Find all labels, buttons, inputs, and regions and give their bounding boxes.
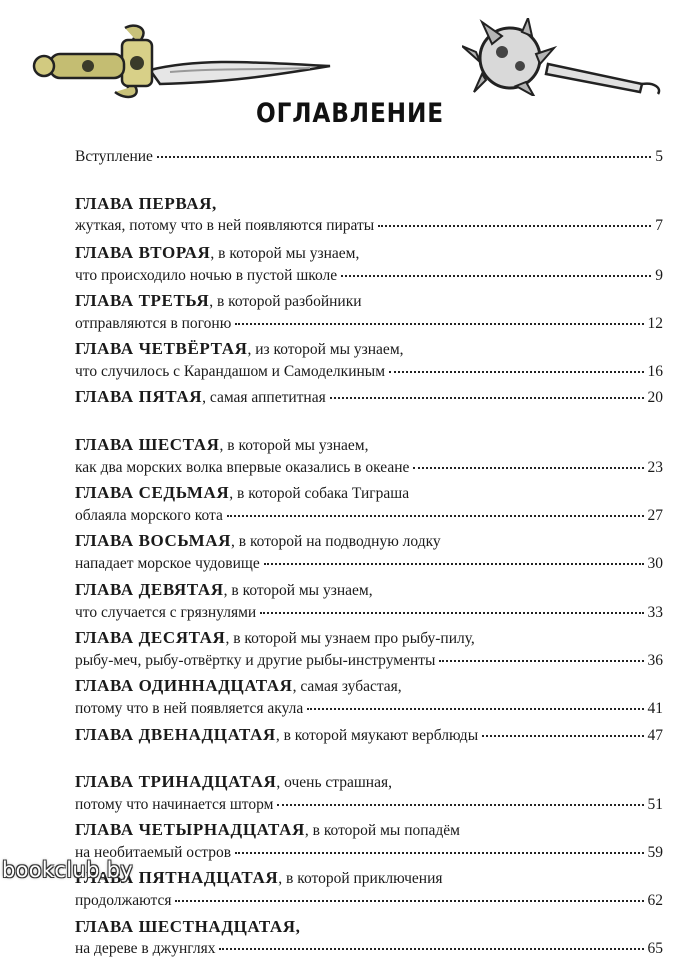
toc-entry-second-line: [75, 938, 663, 960]
dot-leader: [389, 371, 643, 373]
toc-entry-first-line: [75, 338, 663, 361]
dot-leader: [157, 156, 651, 158]
chapter-description: , в которой приключения: [278, 870, 443, 888]
dot-leader: [235, 323, 643, 325]
page-number: 23: [647, 458, 663, 476]
page-number: 27: [647, 507, 663, 525]
toc-entry-first-line: [75, 724, 663, 747]
page-number: 20: [647, 389, 663, 407]
toc-entry-second-line: [75, 553, 663, 575]
toc-entry: [75, 627, 663, 675]
chapter-description: что случается с грязнулями: [75, 603, 257, 621]
chapter-description: как два морских волка впервые оказались в океане: [75, 458, 410, 476]
page-number: 41: [647, 700, 663, 718]
toc-entry: [75, 146, 663, 193]
chapter-title: ГЛАВА ТРЕТЬЯ: [75, 290, 210, 310]
dot-leader: [227, 515, 644, 517]
chapter-description: на необитаемый остров: [75, 844, 232, 862]
chapter-description: , в которой собака Тиграша: [229, 485, 410, 503]
chapter-description: , в которой разбойники: [209, 292, 362, 310]
chapter-title: ГЛАВА ДВЕНАДЦАТАЯ: [75, 724, 276, 744]
chapter-description: , в которой мы попадём: [304, 822, 460, 840]
toc-entry-first-line: [75, 819, 663, 842]
toc-entry: [75, 771, 663, 819]
chapter-description: , очень страшная,: [276, 773, 392, 791]
chapter-title: ГЛАВА ПЯТНАДЦАТАЯ: [75, 868, 279, 888]
chapter-description: , в которой мы узнаем,: [210, 244, 360, 262]
chapter-title: ГЛАВА СЕДЬМАЯ: [75, 483, 230, 503]
chapter-description: Вступление: [75, 148, 153, 165]
toc-entry-first-line: [75, 290, 663, 313]
toc-entry: [75, 290, 663, 338]
page-number: 51: [647, 795, 663, 813]
chapter-title: ГЛАВА ВОСЬМАЯ: [75, 531, 231, 551]
page-number: 5: [655, 148, 663, 165]
toc-entry-first-line: [75, 434, 663, 457]
chapter-title: ГЛАВА ШЕСТНАДЦАТАЯ,: [75, 916, 301, 936]
page-number: 47: [647, 726, 663, 744]
dot-leader: [219, 948, 643, 950]
toc-entry: [75, 482, 663, 530]
toc-entry: [75, 916, 663, 964]
chapter-description: , самая аппетитная: [202, 389, 326, 407]
toc-entry-first-line: [75, 579, 663, 602]
dot-leader: [235, 852, 643, 854]
chapter-description: , в которой мы узнаем,: [219, 436, 369, 454]
toc-entry-second-line: [75, 265, 663, 287]
toc-entry-second-line: [75, 361, 663, 383]
page-number: 36: [647, 651, 663, 669]
toc-entry-second-line: [75, 313, 663, 335]
dot-leader: [260, 612, 643, 614]
toc-entry: [75, 675, 663, 723]
chapter-description: , самая зубастая,: [292, 678, 402, 696]
chapter-title: ГЛАВА ПЕРВАЯ,: [75, 194, 217, 214]
toc-entry-second-line: [75, 794, 663, 816]
mace-illustration: [462, 18, 672, 96]
toc-entry-first-line: [75, 242, 663, 265]
chapter-description: жуткая, потому что в ней появляются пираты: [75, 217, 375, 235]
page-number: 33: [647, 603, 663, 621]
page-number: 16: [647, 363, 663, 381]
toc-entry-first-line: [75, 193, 663, 215]
toc-entry-second-line: [75, 505, 663, 527]
chapter-title: ГЛАВА ПЯТАЯ: [75, 387, 203, 407]
toc-entry-first-line: [75, 867, 663, 890]
dot-leader: [413, 467, 643, 469]
toc-entry: [75, 434, 663, 482]
chapter-title: ГЛАВА ТРИНАДЦАТАЯ: [75, 771, 277, 791]
toc-entry: [75, 386, 663, 433]
toc-entry: [75, 338, 663, 386]
dot-leader: [378, 225, 651, 227]
page-number: 59: [647, 844, 663, 862]
chapter-description: продолжаются: [75, 892, 172, 910]
page-number: 30: [647, 555, 663, 573]
chapter-description: рыбу-меч, рыбу-отвёртку и другие рыбы-инструменты: [75, 651, 436, 669]
chapter-title: ГЛАВА ДЕВЯТАЯ: [75, 579, 224, 599]
page-number: 62: [647, 892, 663, 910]
chapter-description: , из которой мы узнаем,: [247, 341, 404, 359]
chapter-description: , в которой мы узнаем про рыбу-пилу,: [225, 629, 475, 647]
toc-entry: [75, 579, 663, 627]
chapter-description: на дереве в джунглях: [75, 939, 216, 957]
toc-entry-first-line: [75, 771, 663, 794]
toc-entry-second-line: [75, 890, 663, 912]
toc-entry-second-line: [75, 602, 663, 624]
dot-leader: [307, 708, 643, 710]
watermark: bookclub.by: [2, 858, 133, 882]
chapter-title: ГЛАВА ОДИННАДЦАТАЯ: [75, 676, 293, 696]
dot-leader: [482, 735, 643, 737]
toc-entry-second-line: [75, 842, 663, 864]
dot-leader: [439, 660, 643, 662]
chapter-title: ГЛАВА ЧЕТВЁРТАЯ: [75, 339, 248, 359]
page-number: 7: [655, 217, 663, 235]
chapter-title: ГЛАВА ЧЕТЫРНАДЦАТАЯ: [75, 820, 305, 840]
dot-leader: [264, 563, 644, 565]
dot-leader: [277, 804, 643, 806]
toc-entry-first-line: [75, 530, 663, 553]
chapter-description: что случилось с Карандашом и Самоделкиным: [75, 363, 386, 381]
toc-entry: [75, 724, 663, 771]
chapter-description: , в которой мяукают верблюды: [275, 726, 479, 744]
dot-leader: [330, 397, 644, 399]
toc-entry: [75, 242, 663, 290]
dot-leader: [341, 275, 651, 277]
toc-entry-first-line: [75, 675, 663, 698]
chapter-description: отправляются в погоню: [75, 314, 232, 332]
chapter-title: ГЛАВА ВТОРАЯ: [75, 242, 211, 262]
toc-entry: [75, 867, 663, 915]
sword-illustration: [30, 18, 335, 104]
toc-entry-second-line: [75, 698, 663, 720]
chapter-description: , в которой на подводную лодку: [231, 533, 441, 551]
chapter-description: нападает морское чудовище: [75, 555, 260, 573]
chapter-description: потому что начинается шторм: [75, 795, 274, 813]
chapter-description: потому что в ней появляется акула: [75, 700, 304, 718]
page-title: ОГЛАВЛЕНИЕ: [256, 98, 444, 129]
chapter-description: что происходило ночью в пустой школе: [75, 266, 338, 284]
toc-entry-first-line: [75, 627, 663, 650]
page-number: 12: [647, 314, 663, 332]
chapter-title: ГЛАВА ШЕСТАЯ: [75, 434, 220, 454]
toc-entry-first-line: [75, 482, 663, 505]
toc-entry: [75, 530, 663, 578]
chapter-title: ГЛАВА ДЕСЯТАЯ: [75, 627, 226, 647]
dot-leader: [175, 900, 643, 902]
toc-entry-second-line: [75, 650, 663, 672]
page-number: 65: [647, 939, 663, 957]
page-number: 9: [655, 266, 663, 284]
table-of-contents: [75, 146, 663, 964]
toc-entry-second-line: [75, 215, 663, 237]
toc-entry-first-line: [75, 146, 663, 168]
chapter-description: облаяла морского кота: [75, 507, 223, 525]
toc-entry: [75, 819, 663, 867]
toc-entry-second-line: [75, 457, 663, 479]
chapter-description: , в которой мы узнаем,: [223, 581, 373, 599]
toc-entry-first-line: [75, 386, 663, 409]
toc-entry-first-line: [75, 916, 663, 938]
toc-entry: [75, 193, 663, 241]
